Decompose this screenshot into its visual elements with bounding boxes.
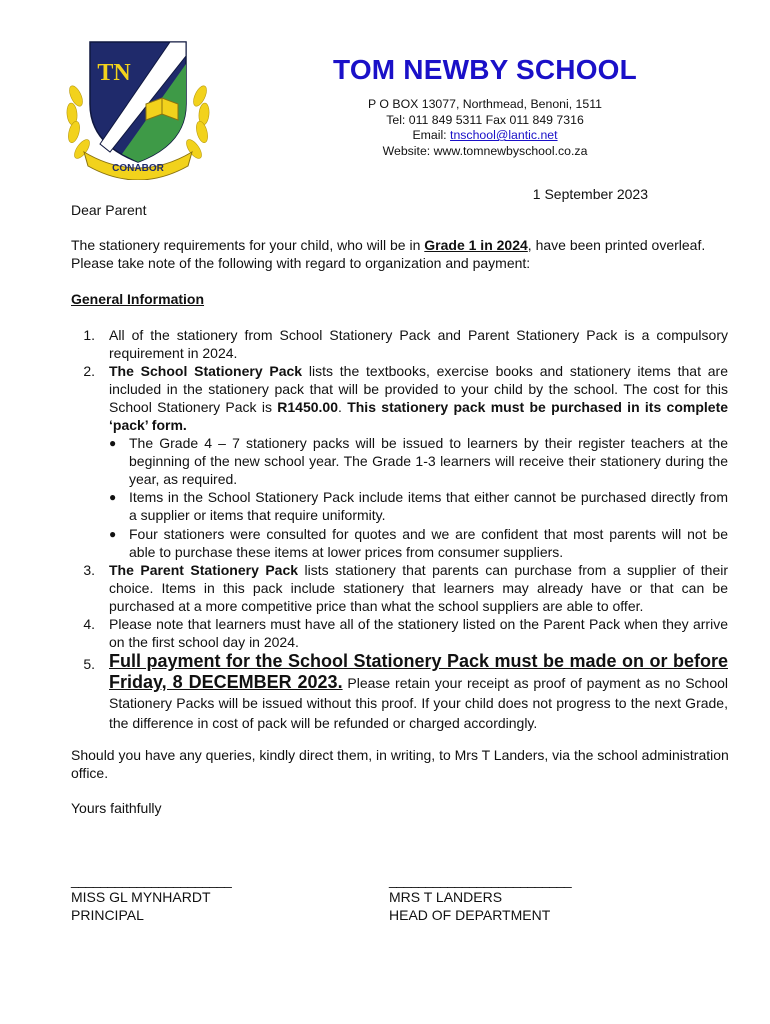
grade-highlight: Grade 1 in 2024 xyxy=(424,237,528,253)
general-information-heading: General Information xyxy=(71,291,205,307)
email-link[interactable]: tnschool@lantic.net xyxy=(450,128,558,142)
closing: Yours faithfully xyxy=(71,800,162,816)
bullet-icon: ● xyxy=(109,436,117,450)
school-email xyxy=(300,128,670,144)
payment-deadline: Full payment for the School Stationery Pack must be made on or before Friday, 8 DECEMBER 2023. xyxy=(109,651,728,692)
school-phone-fax: Tel: 011 849 5311 Fax 011 849 7316 xyxy=(386,112,584,127)
signature-hod xyxy=(389,888,550,924)
principal-title: PRINCIPAL xyxy=(71,907,144,923)
school-crest-logo xyxy=(62,34,214,180)
greeting: Dear Parent xyxy=(71,202,147,218)
queries-paragraph: Should you have any queries, kindly direct them, in writing, to Mrs T Landers, via the school administration office. xyxy=(71,747,729,781)
signature-line-principal: ______________________ xyxy=(71,872,232,888)
svg-text:TN: TN xyxy=(97,60,131,86)
bullet-icon: ● xyxy=(109,527,117,541)
email-label: Email: xyxy=(412,128,451,142)
school-website: Website: www.tomnewbyschool.co.za xyxy=(382,143,588,158)
principal-name: MISS GL MYNHARDT xyxy=(71,889,211,905)
bullet-icon: ● xyxy=(109,490,117,504)
hod-title: HEAD OF DEPARTMENT xyxy=(389,907,551,923)
svg-text:CONABOR: CONABOR xyxy=(112,163,164,174)
school-name: TOM NEWBY SCHOOL xyxy=(333,54,637,85)
signature-principal xyxy=(71,888,211,924)
letter-date: 1 September 2023 xyxy=(532,186,648,202)
intro-paragraph: The stationery requirements for your child, who will be in Grade 1 in 2024, have been printed overleaf. Please take note of the following with regard to organization and payment: xyxy=(71,237,706,271)
signature-line-hod: _________________________ xyxy=(389,872,572,888)
hod-name: MRS T LANDERS xyxy=(389,889,503,905)
school-address: P O BOX 13077, Northmead, Benoni, 1511 xyxy=(367,97,603,111)
